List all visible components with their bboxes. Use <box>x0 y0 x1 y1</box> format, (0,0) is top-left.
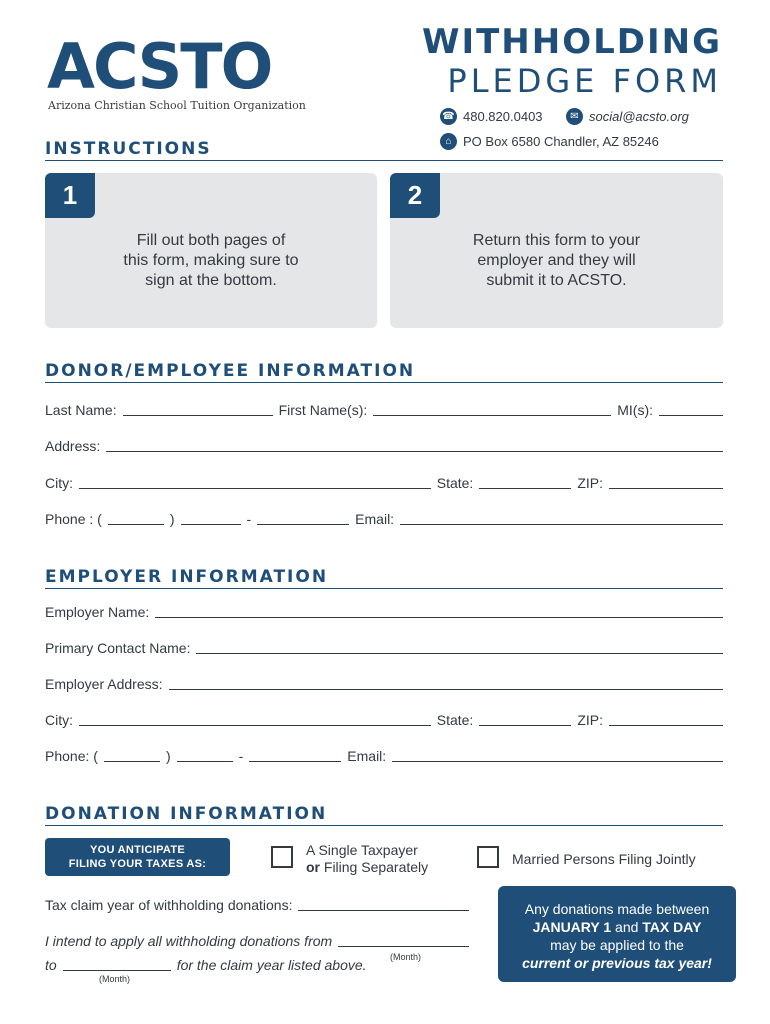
info-january: JANUARY 1 <box>532 919 612 935</box>
filing-status-line2: FILING YOUR TAXES AS: <box>68 858 207 870</box>
donor-zip-label: ZIP: <box>577 475 603 491</box>
step-text-2 <box>390 231 723 291</box>
info-line3: may be applied to the <box>550 937 684 953</box>
employer-city-row <box>45 712 723 728</box>
intend-from-row <box>45 933 469 949</box>
from-month-field[interactable] <box>338 933 469 947</box>
donor-phone-dash: - <box>246 511 252 527</box>
donor-name-row <box>45 402 723 418</box>
donor-city-row <box>45 475 723 491</box>
info-tax-day: TAX DAY <box>642 919 702 935</box>
acsto-logo: ACSTO <box>47 30 272 103</box>
for-year-label: for the claim year listed above. <box>176 957 367 973</box>
donor-phone-paren: ) <box>169 511 175 527</box>
donor-address-field[interactable] <box>106 438 723 452</box>
to-label: to <box>45 957 57 973</box>
phone-icon: ☎ <box>440 108 457 125</box>
donor-phone-label: Phone : ( <box>45 511 102 527</box>
intend-to-row <box>45 957 375 973</box>
employer-zip-label: ZIP: <box>577 712 603 728</box>
single-taxpayer-line1: A Single Taxpayer <box>306 842 418 858</box>
form-title-line2: PLEDGE FORM <box>447 62 722 100</box>
step-2-line-1: Return this form to your <box>472 232 641 249</box>
info-and: and <box>611 919 643 935</box>
home-icon: ⌂ <box>440 133 457 150</box>
step-1-line-1: Fill out both pages of <box>136 232 286 249</box>
employer-phone-prefix-field[interactable] <box>177 748 233 762</box>
employer-phone-dash: - <box>238 748 244 764</box>
married-jointly-option: Married Persons Filing Jointly <box>512 851 696 867</box>
donation-rule <box>45 825 723 826</box>
contact-address: PO Box 6580 Chandler, AZ 85246 <box>463 134 659 149</box>
filing-status-label <box>45 838 230 876</box>
single-taxpayer-checkbox[interactable] <box>271 846 293 868</box>
donor-state-field[interactable] <box>479 475 571 489</box>
donor-city-label: City: <box>45 475 73 491</box>
donor-zip-field[interactable] <box>609 475 723 489</box>
first-name-label: First Name(s): <box>278 402 368 418</box>
contact-name-label: Primary Contact Name: <box>45 640 191 656</box>
employer-address-label: Employer Address: <box>45 676 163 692</box>
employer-city-label: City: <box>45 712 73 728</box>
instruction-box-2 <box>390 173 723 328</box>
info-line1: Any donations made between <box>524 901 710 917</box>
step-2-line-3: submit it to ACSTO. <box>486 272 627 289</box>
info-line4: current or previous tax year! <box>522 955 712 971</box>
step-1-line-3: sign at the bottom. <box>145 272 277 289</box>
donor-phone-prefix-field[interactable] <box>181 511 241 525</box>
donor-heading: DONOR/EMPLOYEE INFORMATION <box>45 361 416 381</box>
employer-name-row <box>45 604 723 620</box>
employer-name-field[interactable] <box>155 604 723 618</box>
employer-zip-field[interactable] <box>609 712 723 726</box>
instructions-heading: INSTRUCTIONS <box>45 139 212 159</box>
form-title-line1: WITHHOLDING <box>421 22 722 62</box>
tax-year-label: Tax claim year of withholding donations: <box>45 897 293 913</box>
info-line2 <box>498 918 736 936</box>
tax-year-field[interactable] <box>298 897 469 911</box>
from-month-hint: (Month) <box>390 952 422 962</box>
employer-email-label: Email: <box>347 748 387 764</box>
contact-email: social@acsto.org <box>589 109 689 124</box>
donor-phone-row <box>45 511 723 527</box>
employer-area-code-field[interactable] <box>104 748 160 762</box>
employer-phone-label: Phone: ( <box>45 748 98 764</box>
donor-address-row <box>45 438 723 454</box>
employer-address-row <box>45 676 723 692</box>
last-name-label: Last Name: <box>45 402 117 418</box>
employer-name-label: Employer Name: <box>45 604 150 620</box>
logo-subtitle: Arizona Christian School Tuition Organization <box>48 99 306 112</box>
single-taxpayer-option <box>306 842 428 876</box>
step-text-1 <box>45 231 377 291</box>
employer-email-field[interactable] <box>392 748 723 762</box>
single-taxpayer-line2: Filing Separately <box>320 859 429 875</box>
donor-city-field[interactable] <box>79 475 431 489</box>
mi-field[interactable] <box>659 402 723 416</box>
employer-state-label: State: <box>436 712 474 728</box>
donor-address-label: Address: <box>45 438 101 454</box>
step-1-line-2: this form, making sure to <box>123 252 299 269</box>
employer-address-field[interactable] <box>169 676 724 690</box>
mi-label: MI(s): <box>617 402 653 418</box>
contact-name-row <box>45 640 723 656</box>
employer-phone-line-field[interactable] <box>249 748 341 762</box>
employer-phone-paren: ) <box>165 748 171 764</box>
donor-email-field[interactable] <box>400 511 723 525</box>
intend-label: I intend to apply all withholding donations from <box>45 933 333 949</box>
filing-status-line1: YOU ANTICIPATE <box>89 844 186 856</box>
tax-day-info-box <box>498 886 736 982</box>
first-name-field[interactable] <box>373 402 611 416</box>
step-number-1: 1 <box>45 173 95 218</box>
employer-state-field[interactable] <box>479 712 571 726</box>
to-month-hint: (Month) <box>99 974 131 984</box>
donor-phone-line-field[interactable] <box>257 511 349 525</box>
employer-phone-row <box>45 748 723 764</box>
married-jointly-checkbox[interactable] <box>477 846 499 868</box>
mail-icon: ✉ <box>566 108 583 125</box>
step-number-2: 2 <box>390 173 440 218</box>
option-or: or <box>306 859 320 875</box>
employer-city-field[interactable] <box>79 712 431 726</box>
last-name-field[interactable] <box>123 402 273 416</box>
contact-phone: 480.820.0403 <box>463 109 543 124</box>
donor-email-label: Email: <box>355 511 395 527</box>
step-2-line-2: employer and they will <box>477 252 636 269</box>
instruction-box-1 <box>45 173 377 328</box>
instructions-rule <box>45 160 723 161</box>
donor-area-code-field[interactable] <box>108 511 164 525</box>
employer-rule <box>45 588 723 589</box>
contact-name-field[interactable] <box>196 640 723 654</box>
donation-heading: DONATION INFORMATION <box>45 804 328 824</box>
employer-heading: EMPLOYER INFORMATION <box>45 567 329 587</box>
to-month-field[interactable] <box>63 957 171 971</box>
donor-rule <box>45 382 723 383</box>
tax-year-row <box>45 897 469 913</box>
donor-state-label: State: <box>436 475 474 491</box>
